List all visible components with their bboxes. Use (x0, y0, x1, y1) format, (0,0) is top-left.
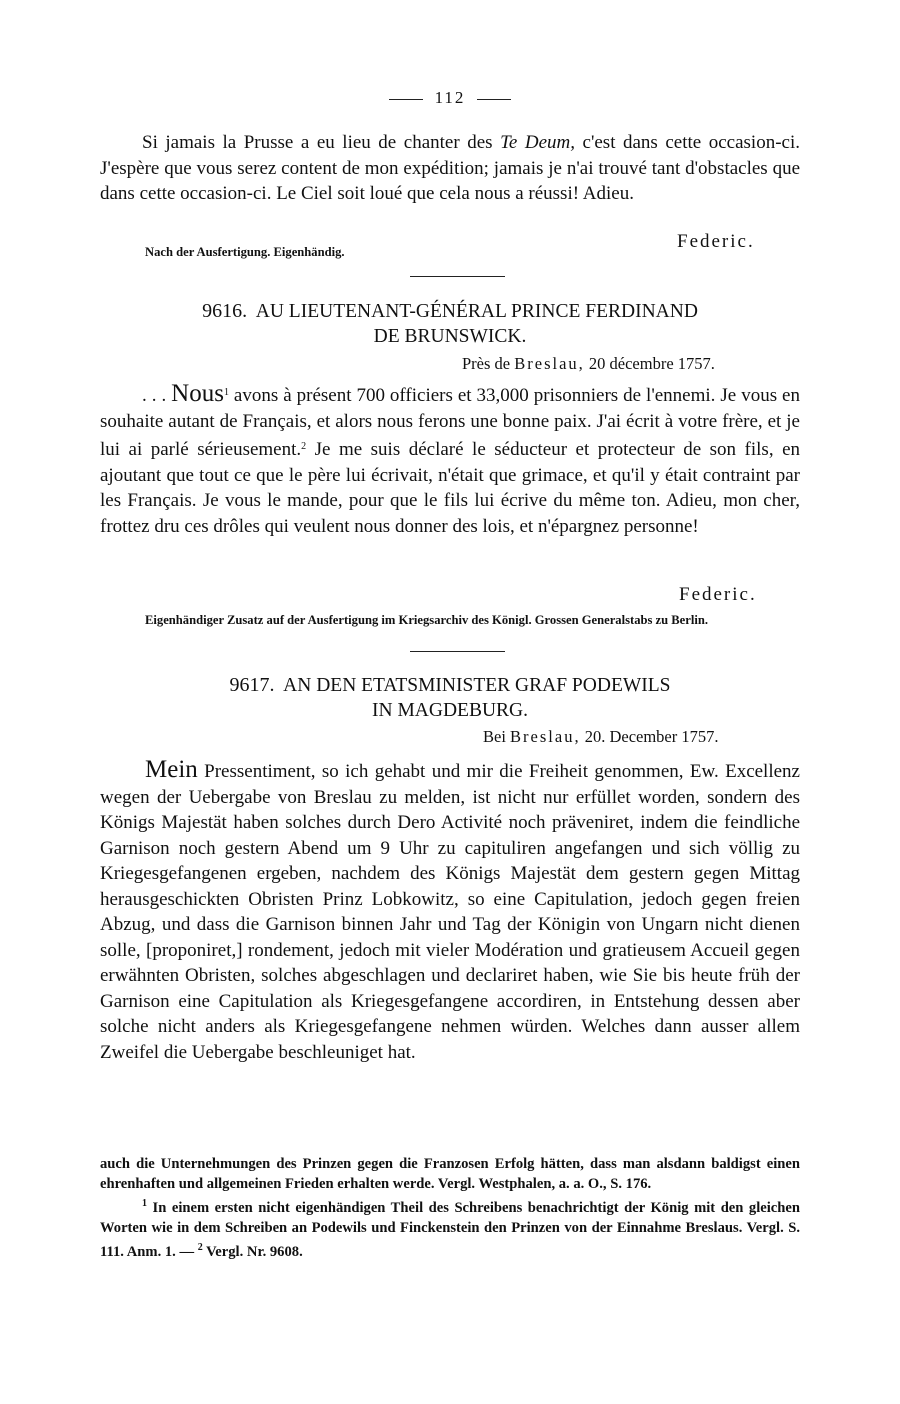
footnote-ref-1[interactable]: 1 (223, 387, 229, 398)
page-number-header (0, 88, 900, 108)
letter-9617-dateline (483, 727, 719, 747)
left-dash (389, 99, 423, 100)
previous-letter-source-note: Nach der Ausfertigung. Eigenhändig. (145, 245, 345, 259)
section-divider-1 (410, 276, 505, 277)
letter-9617-number: 9617. (229, 674, 275, 696)
footnote-2-text: Vergl. Nr. 9608. (202, 1244, 303, 1260)
letter-9616-text-part2: Je me suis déclaré le séducteur et protecteur de son fils, en ajoutant que tout ce que le père lui écrivait, n'était que grimace, et qu'il y était contraint par les Français. Je vous le mande, pour que le fils lui écrive du même ton. Adieu, mon cher, frottez dru ces drôles qui veulent nous donner des lois, et n'épargnez personne! (100, 439, 800, 537)
footnote-ref-2[interactable]: 2 (301, 441, 307, 452)
footnote-1 (100, 1194, 800, 1262)
letter-9617-first-word: Mein (145, 756, 198, 783)
letter-9617-heading-line1 (100, 673, 800, 698)
prev-text-part2: c'est dans cette occasion-ci. J'espère que vous serez content de mon expédition; jamais je n'ai trouvé tant d'obstacles que dans cette occasion-ci. Le Ciel soit loué que cela nous a réussi! Adieu. (100, 132, 800, 204)
letter-9616-heading (100, 299, 800, 349)
letter-9616-date: 20 décembre 1757. (584, 354, 715, 373)
section-divider-2 (410, 651, 505, 652)
prev-text-italic: Te Deum, (500, 132, 575, 153)
letter-9616-date-prefix: Près de (462, 354, 515, 373)
right-dash (477, 99, 511, 100)
letter-9617-date-place: Breslau, (510, 727, 581, 746)
letter-9617-date-prefix: Bei (483, 727, 511, 746)
letter-9617-body (100, 757, 800, 1065)
letter-9616-source-note: Eigenhändiger Zusatz auf der Ausfertigung im Kriegsarchiv des Königl. Grossen Generalstabs zu Berlin. (145, 613, 709, 627)
letter-9616-first-word: Nous (171, 380, 224, 407)
letter-9616-text-part1: avons à présent 700 officiers et 33,000 prisonniers de l'ennemi. Je vous en souhaite autant de Français, et alors nous ferons une bonne paix. J'ai écrit à votre frère, et je lui ai parlé sérieusement. (100, 385, 800, 460)
previous-letter-signature: Federic. (677, 231, 755, 252)
letter-9616-date-place: Breslau, (514, 354, 585, 373)
letter-9617-text: Pressentiment, so ich gehabt und mir die Freiheit genommen, Ew. Excellenz wegen der Uebergabe von Breslau zu melden, ist nicht nur erfüllet worden, sondern des Königs Majestät haben solches durch Dero Activité noch präveniret, indem die feindliche Garnison noch gestern Abend um 9 Uhr zu capituliren angefangen und sich völlig zu Kriegesgefangenen ergeben, nachdem des Königs Majestät dem gestern gegen Mittag herausgeschickten Obristen Prinz Lobkowitz, so eine Capitulation, jedoch gegen freien Abzug, und dass die Garnison binnen Jahr und Tag der Königin von Ungarn nicht dienen solle, [proponiret,] rondement, jedoch mit vieler Modération und gratieusem Accueil gegen erwähnten Obristen, solches abgeschlagen und declariret haben, wie Sie bis heute früh der Garnison eine Capitulation als Kriegesgefangene accordiren, in Entstehung dessen aber solche nicht anders als Kriegesgefangene nehmen würden. Welches dann ausser allem Zweifel die Uebergabe beschleuniget hat. (100, 761, 800, 1063)
letter-9616-body (100, 380, 800, 539)
letter-9616-heading-line1 (100, 299, 800, 324)
letter-9616-recipient-line2: DE BRUNSWICK. (373, 326, 527, 347)
letter-9617-date: 20. December 1757. (580, 727, 719, 746)
footnotes-area (100, 1154, 800, 1262)
footnote-1-text: In einem ersten nicht eigenhändigen Theil des Schreibens benachrichtigt der König mit den gleichen Worten wie in dem Schreiben an Podewils und Finckenstein den Prinzen von der Einnahme Breslaus. Vergl. S. 111. Anm. 1. — (100, 1200, 800, 1260)
footnote-1-mark: 1 (142, 1198, 147, 1209)
letter-9616-ellipsis: . . . (142, 385, 172, 406)
footnote-2-mark: 2 (197, 1242, 203, 1253)
prev-text-part1: Si jamais la Prusse a eu lieu de chanter des (142, 132, 501, 153)
letter-9616-dateline (462, 354, 715, 374)
letter-9617-recipient: AN DEN ETATSMINISTER GRAF PODEWILS (283, 675, 671, 696)
letter-9616-signature: Federic. (679, 584, 757, 605)
letter-9617-heading (100, 673, 800, 723)
page-number: 112 (434, 88, 466, 107)
letter-9616-number: 9616. (202, 300, 248, 322)
letter-9617-recipient-line2: IN MAGDEBURG. (372, 700, 528, 721)
letter-9616-recipient: AU LIEUTENANT-GÉNÉRAL PRINCE FERDINAND (255, 301, 698, 322)
previous-letter-body (100, 130, 800, 207)
footnote-continuation: auch die Unternehmungen des Prinzen gegen die Franzosen Erfolg hätten, dass man alsdann baldigst einen ehrenhaften und allgemeinen Frieden erhalten werde. Vergl. Westphalen, a. a. O., S. 176. (100, 1156, 800, 1192)
